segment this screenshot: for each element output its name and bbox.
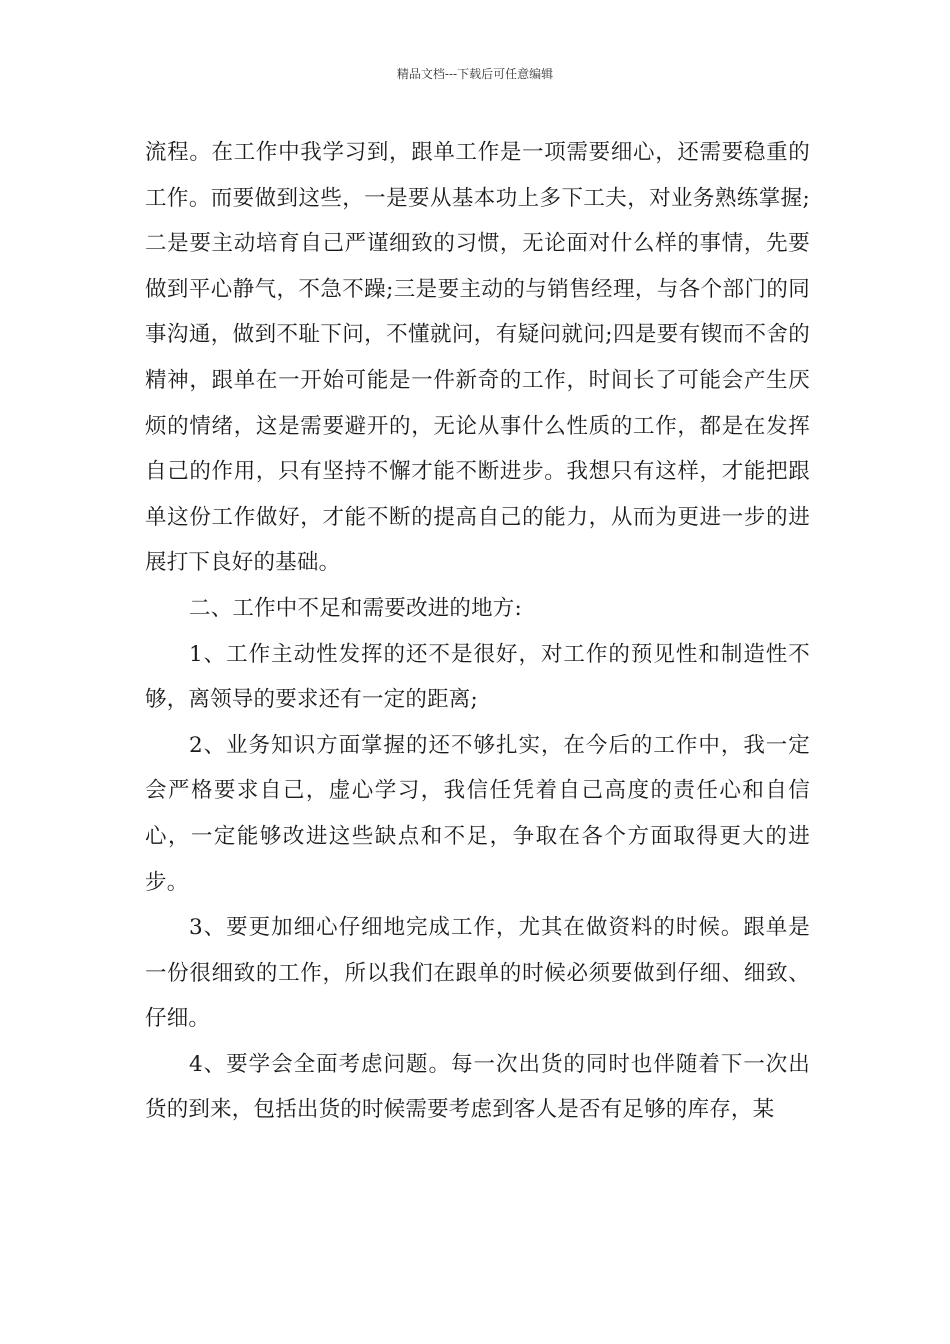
list-item: 4、要学会全面考虑问题。每一次出货的同时也伴随着下一次出货的到来，包括出货的时候需要考虑到客人是否有足够的库存，某 (145, 1051, 810, 1123)
list-item: 1、工作主动性发挥的还不是很好，对工作的预见性和制造性不够，离领导的要求还有一定的距离; (145, 641, 810, 713)
document-body (145, 130, 810, 1133)
list-item: 2、业务知识方面掌握的还不够扎实，在今后的工作中，我一定会严格要求自己，虚心学习，我信任凭着自己高度的责任心和自信心，一定能够改进这些缺点和不足，争取在各个方面取得更大的进步。 (145, 732, 810, 895)
paragraph-continuation: 流程。在工作中我学习到，跟单工作是一项需要细心，还需要稳重的工作。而要做到这些，一是要从基本功上多下工夫，对业务熟练掌握;二是要主动培育自己严谨细致的习惯，无论面对什么样的事情，先要做到平心静气，不急不躁;三是要主动的与销售经理，与各个部门的同事沟通，做到不耻下问，不懂就问，有疑问就问;四是要有锲而不舍的精神，跟单在一开始可能是一件新奇的工作，时间长了可能会产生厌烦的情绪，这是需要避开的，无论从事什么性质的工作，都是在发挥自己的作用，只有坚持不懈才能不断进步。我想只有这样，才能把跟单这份工作做好，才能不断的提高自己的能力，从而为更进一步的进展打下良好的基础。 (145, 140, 810, 576)
list-item: 3、要更加细心仔细地完成工作，尤其在做资料的时候。跟单是一份很细致的工作，所以我们在跟单的时候必须要做到仔细、细致、仔细。 (145, 915, 810, 1032)
section-heading: 二、工作中不足和需要改进的地方: (189, 595, 522, 621)
page-header: 精品文档---下载后可任意编辑 (396, 67, 554, 81)
